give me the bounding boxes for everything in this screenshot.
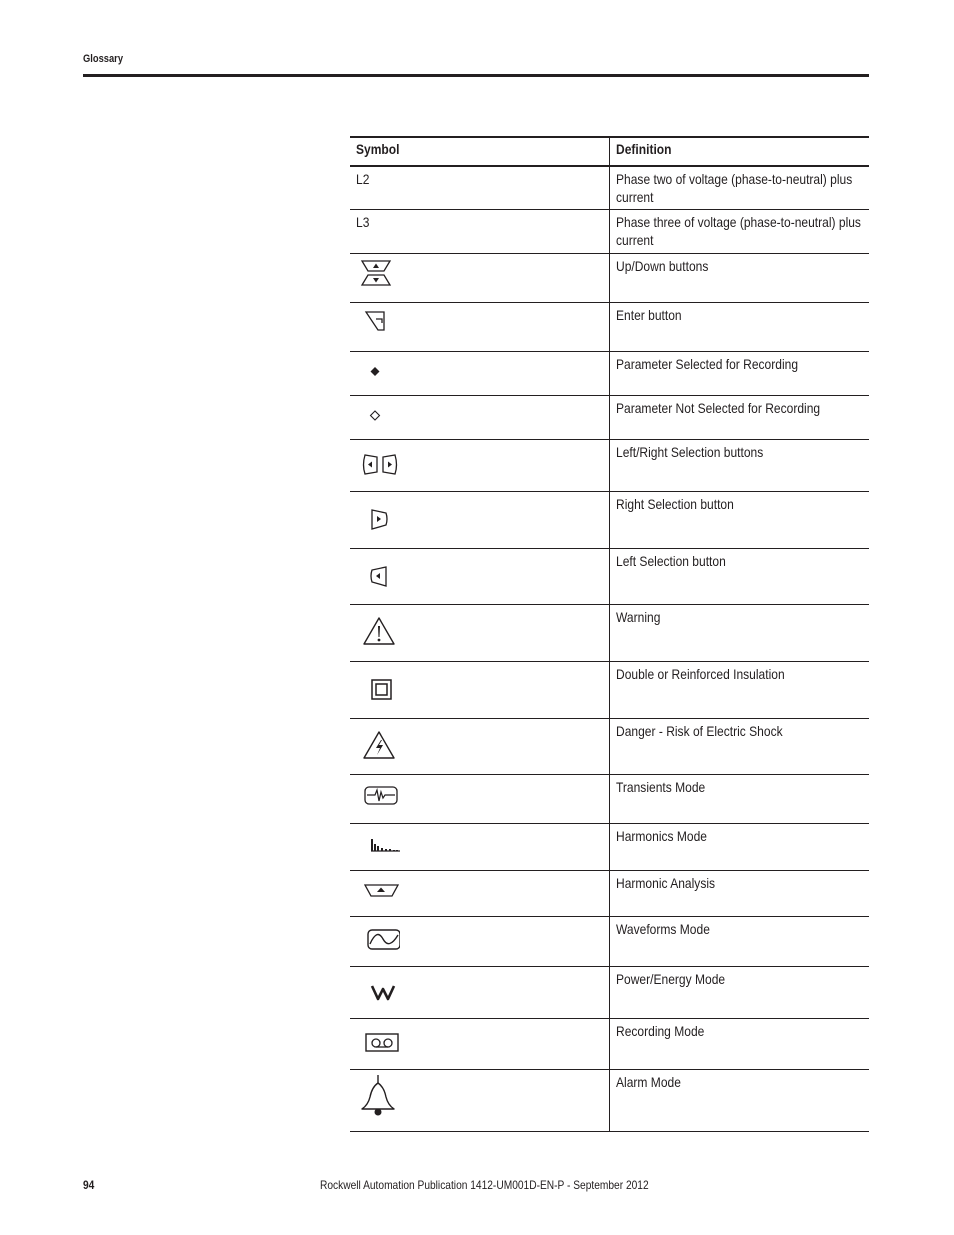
symbol-cell <box>350 774 609 823</box>
harmonics-bars-icon <box>360 827 404 859</box>
definition-cell <box>609 439 869 491</box>
definition-cell <box>609 253 869 302</box>
filled-diamond-icon <box>360 355 394 387</box>
recording-tape-icon <box>360 1022 404 1056</box>
glossary-table <box>350 136 869 1132</box>
definition-cell <box>609 774 869 823</box>
table-row <box>350 1018 869 1069</box>
symbol-cell <box>350 302 609 351</box>
table-row <box>350 302 869 351</box>
definition-text: Harmonics Mode <box>615 827 707 844</box>
definition-text: Phase three of voltage (phase-to-neutral) plus current <box>615 213 861 248</box>
symbol-text: L3 <box>356 213 370 230</box>
warning-triangle-icon <box>360 608 398 648</box>
symbol-cell <box>350 491 609 548</box>
definition-cell <box>609 166 869 209</box>
symbol-cell <box>350 718 609 774</box>
symbol-cell <box>350 548 609 604</box>
definition-cell <box>609 1018 869 1069</box>
definition-text: Parameter Selected for Recording <box>615 355 798 372</box>
table-row <box>350 916 869 966</box>
table-row <box>350 351 869 395</box>
definition-cell <box>609 395 869 439</box>
table-row <box>350 870 869 916</box>
definition-cell <box>609 916 869 966</box>
definition-text: Recording Mode <box>615 1022 704 1039</box>
alarm-bell-icon <box>360 1073 400 1119</box>
symbol-cell <box>350 395 609 439</box>
electric-shock-icon <box>360 722 398 762</box>
table-row <box>350 548 869 604</box>
symbol-cell <box>350 823 609 870</box>
definition-cell <box>609 548 869 604</box>
definition-text: Up/Down buttons <box>615 257 708 274</box>
waveform-icon <box>360 920 400 954</box>
definition-cell <box>609 823 869 870</box>
table-row <box>350 718 869 774</box>
table-row <box>350 439 869 491</box>
column-header-symbol: Symbol <box>350 137 609 166</box>
symbol-cell <box>350 966 609 1018</box>
table-row <box>350 253 869 302</box>
symbol-cell <box>350 1069 609 1131</box>
definition-text: Enter button <box>615 306 682 323</box>
definition-text: Danger - Risk of Electric Shock <box>615 722 783 739</box>
column-header-definition: Definition <box>609 137 869 166</box>
symbol-cell <box>350 253 609 302</box>
definition-cell <box>609 491 869 548</box>
page-number: 94 <box>83 1178 95 1192</box>
symbol-cell <box>350 351 609 395</box>
section-header: Glossary <box>83 53 124 65</box>
symbol-text: L2 <box>356 171 370 187</box>
symbol-cell <box>350 1018 609 1069</box>
definition-text: Right Selection button <box>615 495 734 512</box>
hollow-diamond-icon <box>360 399 394 431</box>
double-insulation-icon <box>360 665 398 705</box>
header-rule <box>83 74 869 77</box>
definition-text: Harmonic Analysis <box>615 874 715 891</box>
definition-text: Alarm Mode <box>615 1073 681 1090</box>
symbol-cell <box>350 870 609 916</box>
left-right-selection-icon <box>360 443 400 477</box>
definition-text: Double or Reinforced Insulation <box>615 665 785 682</box>
symbol-cell <box>350 439 609 491</box>
definition-cell <box>609 351 869 395</box>
table-header-row <box>350 137 869 166</box>
definition-cell <box>609 661 869 718</box>
definition-cell <box>609 209 869 253</box>
table-row <box>350 395 869 439</box>
definition-text: Phase two of voltage (phase-to-neutral) plus current <box>615 171 852 205</box>
table-row <box>350 1069 869 1131</box>
enter-button-icon <box>360 306 394 338</box>
symbol-cell <box>350 661 609 718</box>
definition-cell <box>609 870 869 916</box>
table-row <box>350 966 869 1018</box>
left-selection-icon <box>360 552 394 592</box>
symbol-cell <box>350 916 609 966</box>
definition-cell <box>609 604 869 661</box>
table-row <box>350 661 869 718</box>
publication-info: Rockwell Automation Publication 1412-UM001D-EN-P - September 2012 <box>320 1178 649 1192</box>
table-row <box>350 491 869 548</box>
definition-text: Waveforms Mode <box>615 920 710 937</box>
table-row <box>350 604 869 661</box>
definition-text: Transients Mode <box>615 778 705 795</box>
definition-cell <box>609 302 869 351</box>
table-row <box>350 774 869 823</box>
definition-cell <box>609 718 869 774</box>
up-down-buttons-icon <box>360 257 394 289</box>
table-row <box>350 823 869 870</box>
symbol-cell <box>350 604 609 661</box>
definition-cell <box>609 1069 869 1131</box>
table-row <box>350 166 869 209</box>
symbol-cell <box>350 209 609 253</box>
power-energy-icon <box>360 970 404 1006</box>
table-row <box>350 209 869 253</box>
definition-cell <box>609 966 869 1018</box>
definition-text: Power/Energy Mode <box>615 970 725 987</box>
definition-text: Warning <box>615 608 660 625</box>
transients-icon <box>360 778 400 812</box>
symbol-cell <box>350 166 609 209</box>
harmonic-analysis-icon <box>360 874 400 904</box>
definition-text: Parameter Not Selected for Recording <box>615 399 820 416</box>
right-selection-icon <box>360 495 394 535</box>
definition-text: Left Selection button <box>615 552 726 569</box>
definition-text: Left/Right Selection buttons <box>615 443 763 460</box>
